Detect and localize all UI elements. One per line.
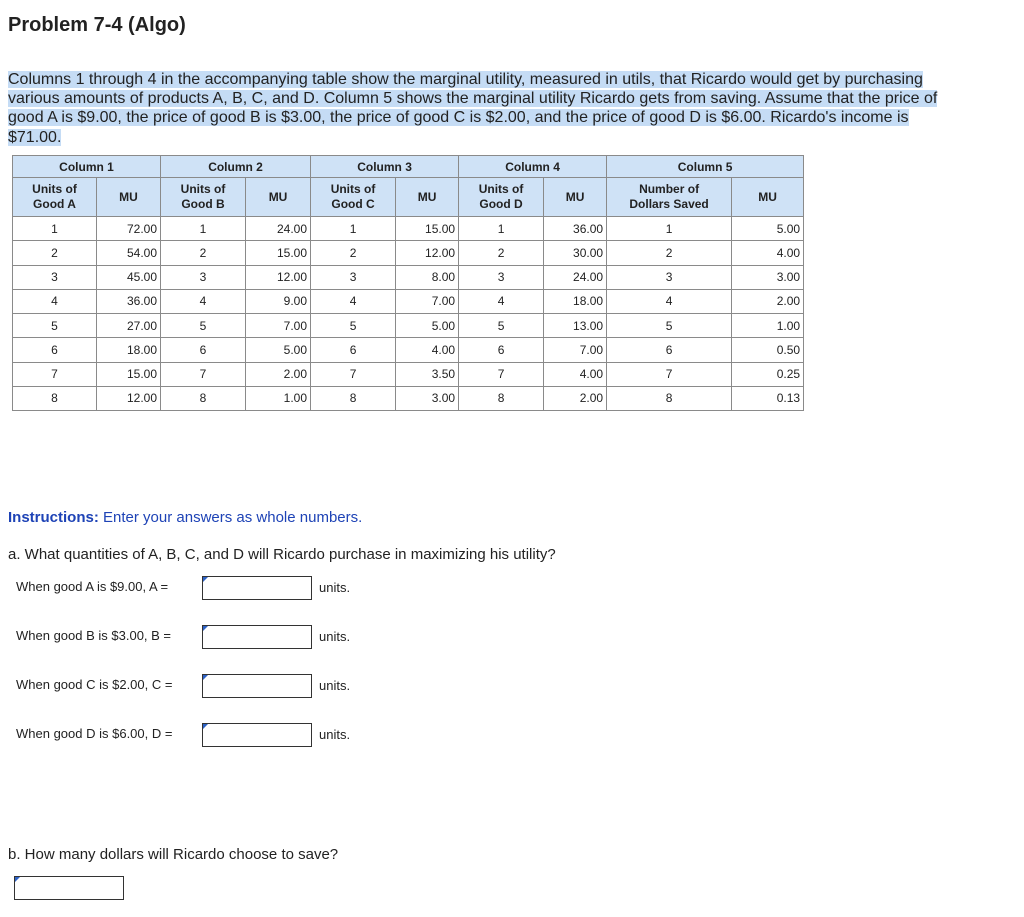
mu-cell: 7.00 <box>396 289 459 313</box>
mu-cell: 15.00 <box>97 362 161 386</box>
table-row <box>13 265 804 289</box>
column-group-header: Column 1 <box>13 156 161 178</box>
units-cell: 5 <box>607 314 732 338</box>
subheader-text: Dollars Saved <box>629 197 709 211</box>
mu-cell: 0.50 <box>732 338 804 362</box>
mu-cell: 0.13 <box>732 386 804 410</box>
units-cell: 2 <box>161 241 246 265</box>
column-group-header: Column 5 <box>607 156 804 178</box>
answer-input-savings[interactable] <box>14 876 124 900</box>
units-cell: 4 <box>311 289 396 313</box>
mu-cell: 9.00 <box>246 289 311 313</box>
table-row <box>13 386 804 410</box>
units-cell: 3 <box>13 265 97 289</box>
answer-label-c: When good C is $2.00, C = <box>16 677 173 692</box>
subheader-text: Units of <box>32 182 77 196</box>
units-cell: 8 <box>459 386 544 410</box>
column-group-header: Column 4 <box>459 156 607 178</box>
units-cell: 7 <box>161 362 246 386</box>
units-cell: 5 <box>161 314 246 338</box>
answer-input-c[interactable] <box>202 674 312 698</box>
mu-cell: 15.00 <box>396 217 459 241</box>
instructions-label: Instructions: <box>8 509 99 526</box>
table-row <box>13 241 804 265</box>
column-subheader <box>732 178 804 217</box>
mu-cell: 7.00 <box>246 314 311 338</box>
units-cell: 6 <box>607 338 732 362</box>
mu-cell: 24.00 <box>544 265 607 289</box>
units-cell: 7 <box>459 362 544 386</box>
answer-input-a[interactable] <box>202 576 312 600</box>
problem-description <box>8 70 998 147</box>
column-subheader <box>459 178 544 217</box>
subheader-text: Good B <box>181 197 225 211</box>
column-subheader <box>396 178 459 217</box>
subheader-text: Good C <box>331 197 375 211</box>
subheader-text: Units of <box>180 182 226 196</box>
mu-cell: 36.00 <box>97 289 161 313</box>
mu-cell: 5.00 <box>396 314 459 338</box>
column-subheader <box>161 178 246 217</box>
units-cell: 1 <box>459 217 544 241</box>
column-group-header: Column 2 <box>161 156 311 178</box>
mu-cell: 18.00 <box>544 289 607 313</box>
mu-cell: 1.00 <box>732 314 804 338</box>
field-marker-icon <box>15 877 20 882</box>
units-cell: 1 <box>161 217 246 241</box>
column-subheader <box>97 178 161 217</box>
page-title: Problem 7-4 (Algo) <box>8 14 186 36</box>
units-cell: 8 <box>161 386 246 410</box>
units-cell: 5 <box>311 314 396 338</box>
instructions-text: Enter your answers as whole numbers. <box>98 509 363 526</box>
mu-cell: 72.00 <box>97 217 161 241</box>
units-cell: 4 <box>607 289 732 313</box>
units-label: units. <box>319 580 351 595</box>
table-row <box>13 314 804 338</box>
subheader-text: Units of <box>478 182 524 196</box>
units-cell: 1 <box>607 217 732 241</box>
units-label: units. <box>319 727 351 742</box>
units-cell: 8 <box>607 386 732 410</box>
units-cell: 5 <box>13 314 97 338</box>
answer-label-b: When good B is $3.00, B = <box>16 628 172 643</box>
mu-cell: 4.00 <box>396 338 459 362</box>
answer-label-d: When good D is $6.00, D = <box>16 726 173 741</box>
answer-input-d[interactable] <box>202 723 312 747</box>
units-cell: 2 <box>13 241 97 265</box>
units-cell: 8 <box>311 386 396 410</box>
mu-cell: 12.00 <box>246 265 311 289</box>
mu-cell: 2.00 <box>732 289 804 313</box>
answer-label-a: When good A is $9.00, A = <box>16 579 169 594</box>
mu-cell: 4.00 <box>544 362 607 386</box>
column-subheader <box>544 178 607 217</box>
units-cell: 3 <box>311 265 396 289</box>
units-cell: 4 <box>459 289 544 313</box>
question-b: b. How many dollars will Ricardo choose to save? <box>8 846 339 863</box>
mu-cell: 36.00 <box>544 217 607 241</box>
mu-cell: 8.00 <box>396 265 459 289</box>
units-cell: 2 <box>311 241 396 265</box>
intro-line: $71.00. <box>8 128 62 146</box>
units-cell: 1 <box>311 217 396 241</box>
units-cell: 2 <box>459 241 544 265</box>
mu-cell: 0.25 <box>732 362 804 386</box>
units-cell: 6 <box>311 338 396 362</box>
subheader-text: Good D <box>479 197 523 211</box>
table-row <box>13 362 804 386</box>
units-cell: 3 <box>607 265 732 289</box>
question-a: a. What quantities of A, B, C, and D will Ricardo purchase in maximizing his utility? <box>8 546 556 563</box>
mu-cell: 24.00 <box>246 217 311 241</box>
subheader-text: MU <box>119 189 138 204</box>
units-label: units. <box>319 678 351 693</box>
mu-cell: 30.00 <box>544 241 607 265</box>
column-subheader-row <box>13 178 804 217</box>
table-row <box>13 338 804 362</box>
units-cell: 6 <box>161 338 246 362</box>
mu-cell: 3.00 <box>732 265 804 289</box>
units-cell: 2 <box>607 241 732 265</box>
column-group-header-row <box>13 156 804 178</box>
mu-cell: 2.00 <box>544 386 607 410</box>
mu-cell: 12.00 <box>396 241 459 265</box>
subheader-text: MU <box>417 189 437 204</box>
subheader-text: Units of <box>330 182 376 196</box>
column-subheader <box>246 178 311 217</box>
field-marker-icon <box>203 675 208 680</box>
mu-cell: 13.00 <box>544 314 607 338</box>
mu-cell: 12.00 <box>97 386 161 410</box>
field-marker-icon <box>203 577 208 582</box>
mu-cell: 3.50 <box>396 362 459 386</box>
units-cell: 4 <box>13 289 97 313</box>
units-cell: 7 <box>607 362 732 386</box>
subheader-text: Number of <box>639 182 700 196</box>
mu-cell: 27.00 <box>97 314 161 338</box>
mu-cell: 18.00 <box>97 338 161 362</box>
table-body <box>13 217 804 411</box>
field-marker-icon <box>203 724 208 729</box>
subheader-text: Good A <box>33 197 76 211</box>
subheader-text: MU <box>268 189 288 204</box>
mu-cell: 15.00 <box>246 241 311 265</box>
units-cell: 7 <box>311 362 396 386</box>
mu-cell: 5.00 <box>246 338 311 362</box>
units-cell: 3 <box>459 265 544 289</box>
marginal-utility-table <box>12 155 804 411</box>
mu-cell: 1.00 <box>246 386 311 410</box>
answer-input-b[interactable] <box>202 625 312 649</box>
instructions <box>8 509 362 526</box>
table-row <box>13 217 804 241</box>
column-subheader <box>311 178 396 217</box>
mu-cell: 5.00 <box>732 217 804 241</box>
mu-cell: 7.00 <box>544 338 607 362</box>
units-cell: 1 <box>13 217 97 241</box>
mu-cell: 45.00 <box>97 265 161 289</box>
column-subheader <box>13 178 97 217</box>
units-label: units. <box>319 629 351 644</box>
mu-cell: 4.00 <box>732 241 804 265</box>
column-group-header: Column 3 <box>311 156 459 178</box>
subheader-text: MU <box>758 189 777 204</box>
intro-line: good A is $9.00, the price of good B is $3.00, the price of good C is $2.00, and the price of good D is $6.00. Ricardo's income is <box>8 109 909 127</box>
units-cell: 4 <box>161 289 246 313</box>
table-row <box>13 289 804 313</box>
mu-cell: 3.00 <box>396 386 459 410</box>
intro-line: various amounts of products A, B, C, and D. Column 5 shows the marginal utility Ricardo gets from saving. Assume that the price of <box>8 90 938 108</box>
units-cell: 3 <box>161 265 246 289</box>
intro-line: Columns 1 through 4 in the accompanying table show the marginal utility, measured in utils, that Ricardo would get by purchasing <box>8 71 923 88</box>
units-cell: 6 <box>459 338 544 362</box>
column-subheader <box>607 178 732 217</box>
subheader-text: MU <box>565 189 585 204</box>
units-cell: 5 <box>459 314 544 338</box>
mu-cell: 2.00 <box>246 362 311 386</box>
units-cell: 8 <box>13 386 97 410</box>
units-cell: 7 <box>13 362 97 386</box>
field-marker-icon <box>203 626 208 631</box>
units-cell: 6 <box>13 338 97 362</box>
mu-cell: 54.00 <box>97 241 161 265</box>
